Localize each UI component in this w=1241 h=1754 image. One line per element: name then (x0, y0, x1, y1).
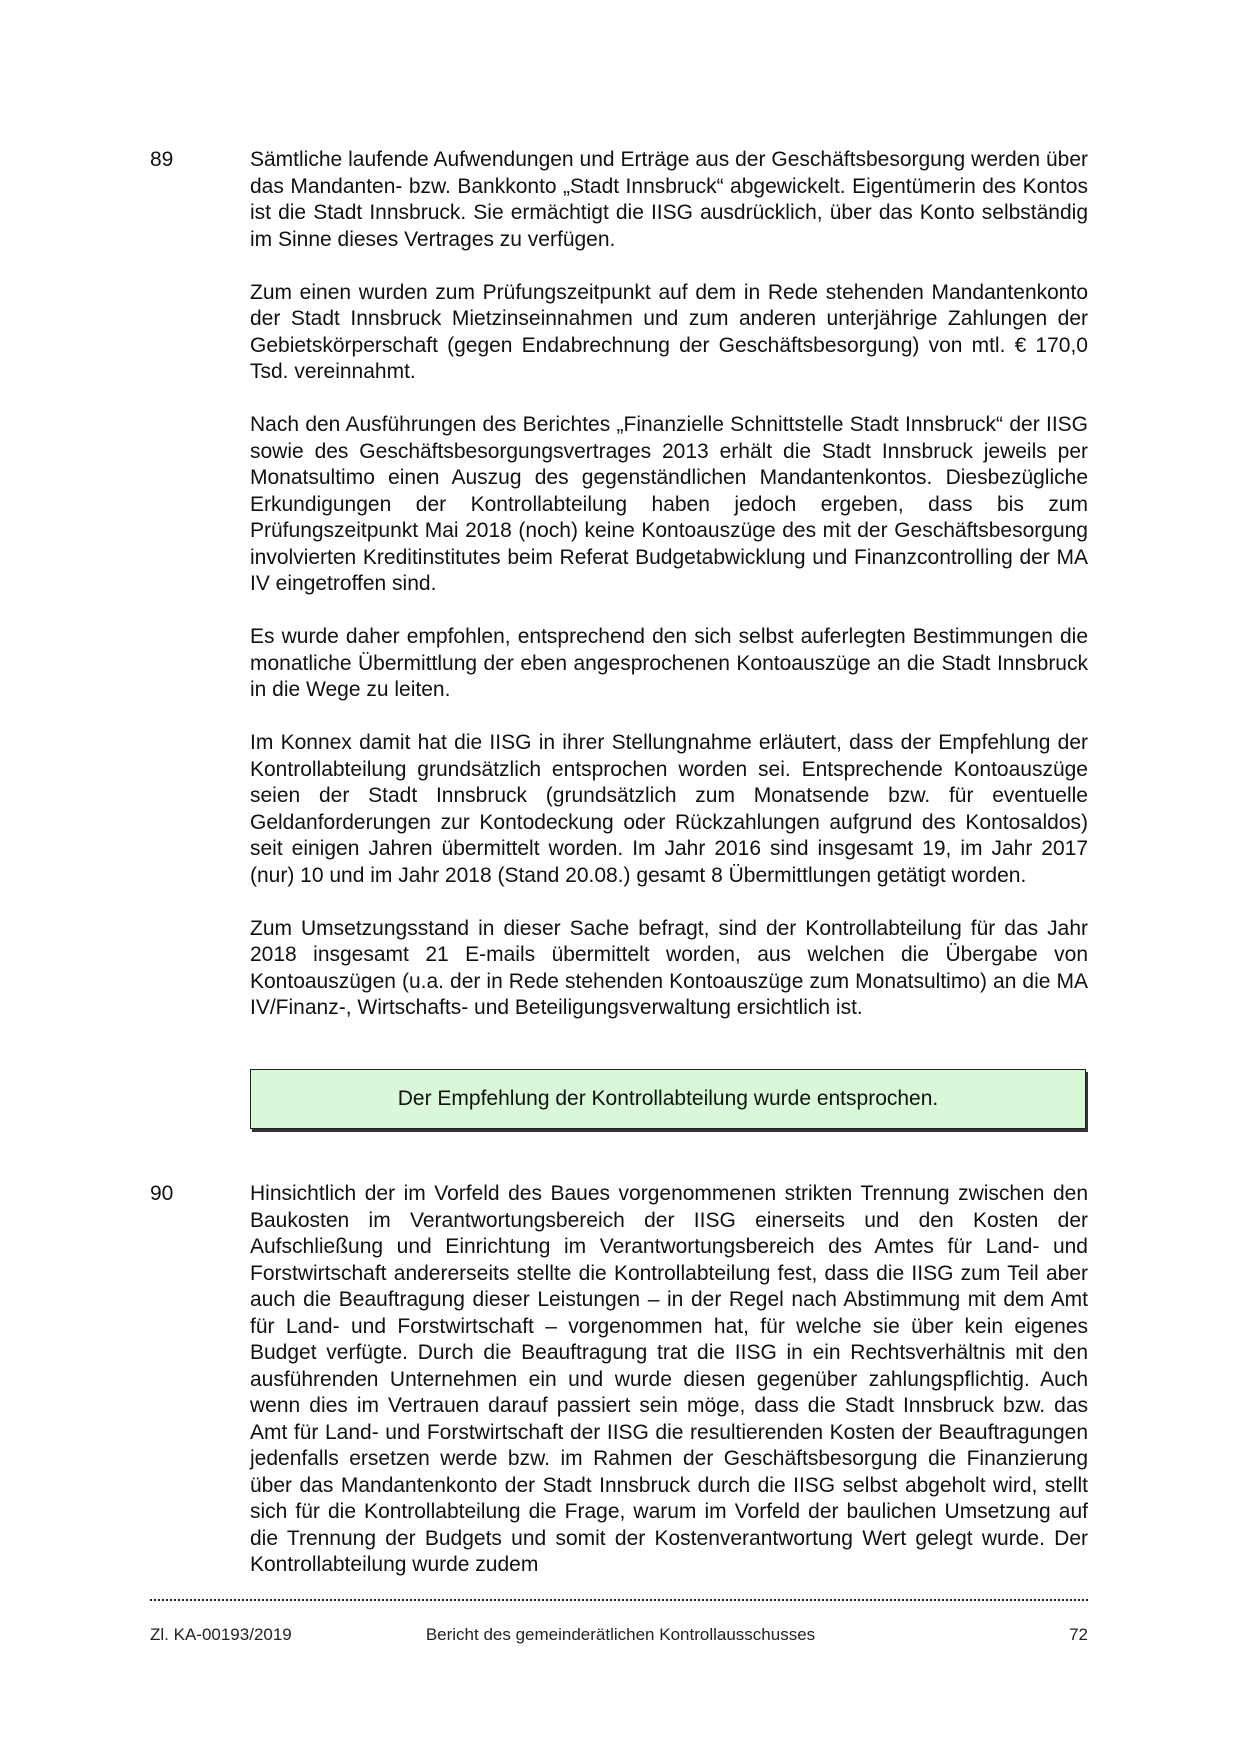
page-number: 72 (1069, 1625, 1088, 1644)
body-paragraph: Hinsichtlich der im Vorfeld des Baues vorgenommenen strikten Trennung zwischen den Baukosten im Verantwortungsbereich der IISG einerseits und den Kosten der Aufschließung und Einrichtung im Verantwortungsbereich des Amtes für Land- und Forstwirtschaft andererseits stellte die Kontrollabteilung fest, dass die IISG zum Teil aber auch die Beauftragung dieser Leistungen – in der Regel nach Abstimmung mit dem Amt für Land- und Forstwirtschaft – vorgenommen hat, für welche sie über kein eigenes Budget verfügte. Durch die Beauftragung trat die IISG in ein Rechtsverhältnis mit den ausführenden Unternehmen ein und wurde diesen gegenüber zahlungspflichtig. Auch wenn dies im Vertrauen darauf passiert sein möge, dass die Stadt Innsbruck bzw. das Amt für Land- und Forstwirtschaft der IISG die resultierenden Kosten der Beauftragungen jedenfalls ersetzen werde bzw. im Rahmen der Geschäftsbesorgung die Finanzierung über das Mandantenkonto der Stadt Innsbruck durch die IISG selbst abgeholt wird, stellt sich für die Kontrollabteilung die Frage, warum im Vorfeld der baulichen Umsetzung auf die Trennung der Budgets und somit der Kostenverantwortung Wert gelegt wurde. Der Kontrollabteilung wurde zudem (250, 1182, 1088, 1576)
document-reference: Zl. KA-00193/2019 (150, 1625, 292, 1644)
paragraph-number: 89 (150, 148, 174, 171)
section-body (250, 1181, 1088, 1579)
body-paragraph: Sämtliche laufende Aufwendungen und Erträge aus der Geschäftsbesorgung werden über das Mandanten- bzw. Bankkonto „Stadt Innsbruck“ abgewickelt. Eigentümerin des Kontos ist die Stadt Innsbruck. Sie ermächtigt die IISG ausdrücklich, über das Konto selbständig im Sinne dieses Vertrages zu verfügen. (250, 148, 1088, 251)
body-paragraph: Im Konnex damit hat die IISG in ihrer Stellungnahme erläutert, dass der Empfehlung der Kontrollabteilung grundsätzlich entsprochen worden sei. Entsprechende Kontoauszüge seien der Stadt Innsbruck (grundsätzlich zum Monatsende bzw. für eventuelle Geldanforderungen zur Kontodeckung oder Rückzahlungen aufgrund des Kontosaldos) seit einigen Jahren übermittelt worden. Im Jahr 2016 sind insgesamt 19, im Jahr 2017 (nur) 10 und im Jahr 2018 (Stand 20.08.) gesamt 8 Übermittlungen getätigt worden. (250, 731, 1088, 887)
recommendation-text: Der Empfehlung der Kontrollabteilung wurde entsprochen. (397, 1087, 939, 1110)
recommendation-status-box (250, 1069, 1086, 1129)
section-body (250, 147, 1088, 1022)
paragraph-number: 90 (150, 1182, 174, 1205)
body-paragraph: Nach den Ausführungen des Berichtes „Finanzielle Schnittstelle Stadt Innsbruck“ der IISG sowie des Geschäftsbesorgungsvertrages 2013 erhält die Stadt Innsbruck jeweils per Monatsultimo einen Auszug des gegenständlichen Mandantenkontos. Diesbezügliche Erkundigungen der Kontrollabteilung haben jedoch ergeben, dass bis zum Prüfungszeitpunkt Mai 2018 (noch) keine Kontoauszüge des mit der Geschäftsbesorgung involvierten Kreditinstitutes beim Referat Budgetabwicklung und Finanzcontrolling der MA IV eingetroffen sind. (250, 413, 1088, 595)
footer-divider (150, 1599, 1088, 1601)
report-title: Bericht des gemeinderätlichen Kontrollausschusses (425, 1625, 816, 1644)
body-paragraph: Zum einen wurden zum Prüfungszeitpunkt auf dem in Rede stehenden Mandantenkonto der Stadt Innsbruck Mietzinseinnahmen und zum anderen unterjährige Zahlungen der Gebietskörperschaft (gegen Endabrechnung der Geschäftsbesorgung) von mtl. € 170,0 Tsd. vereinnahmt. (250, 280, 1088, 383)
body-paragraph: Es wurde daher empfohlen, entsprechend den sich selbst auferlegten Bestimmungen die monatliche Übermittlung der eben angesprochenen Kontoauszüge an die Stadt Innsbruck in die Wege zu leiten. (250, 625, 1088, 701)
body-paragraph: Zum Umsetzungsstand in dieser Sache befragt, sind der Kontrollabteilung für das Jahr 2018 insgesamt 21 E-mails übermittelt worden, aus welchen die Übergabe von Kontoauszügen (u.a. der in Rede stehenden Kontoauszüge zum Monatsultimo) an die MA IV/Finanz-, Wirtschafts- und Beteiligungsverwaltung ersichtlich ist. (250, 916, 1088, 1019)
